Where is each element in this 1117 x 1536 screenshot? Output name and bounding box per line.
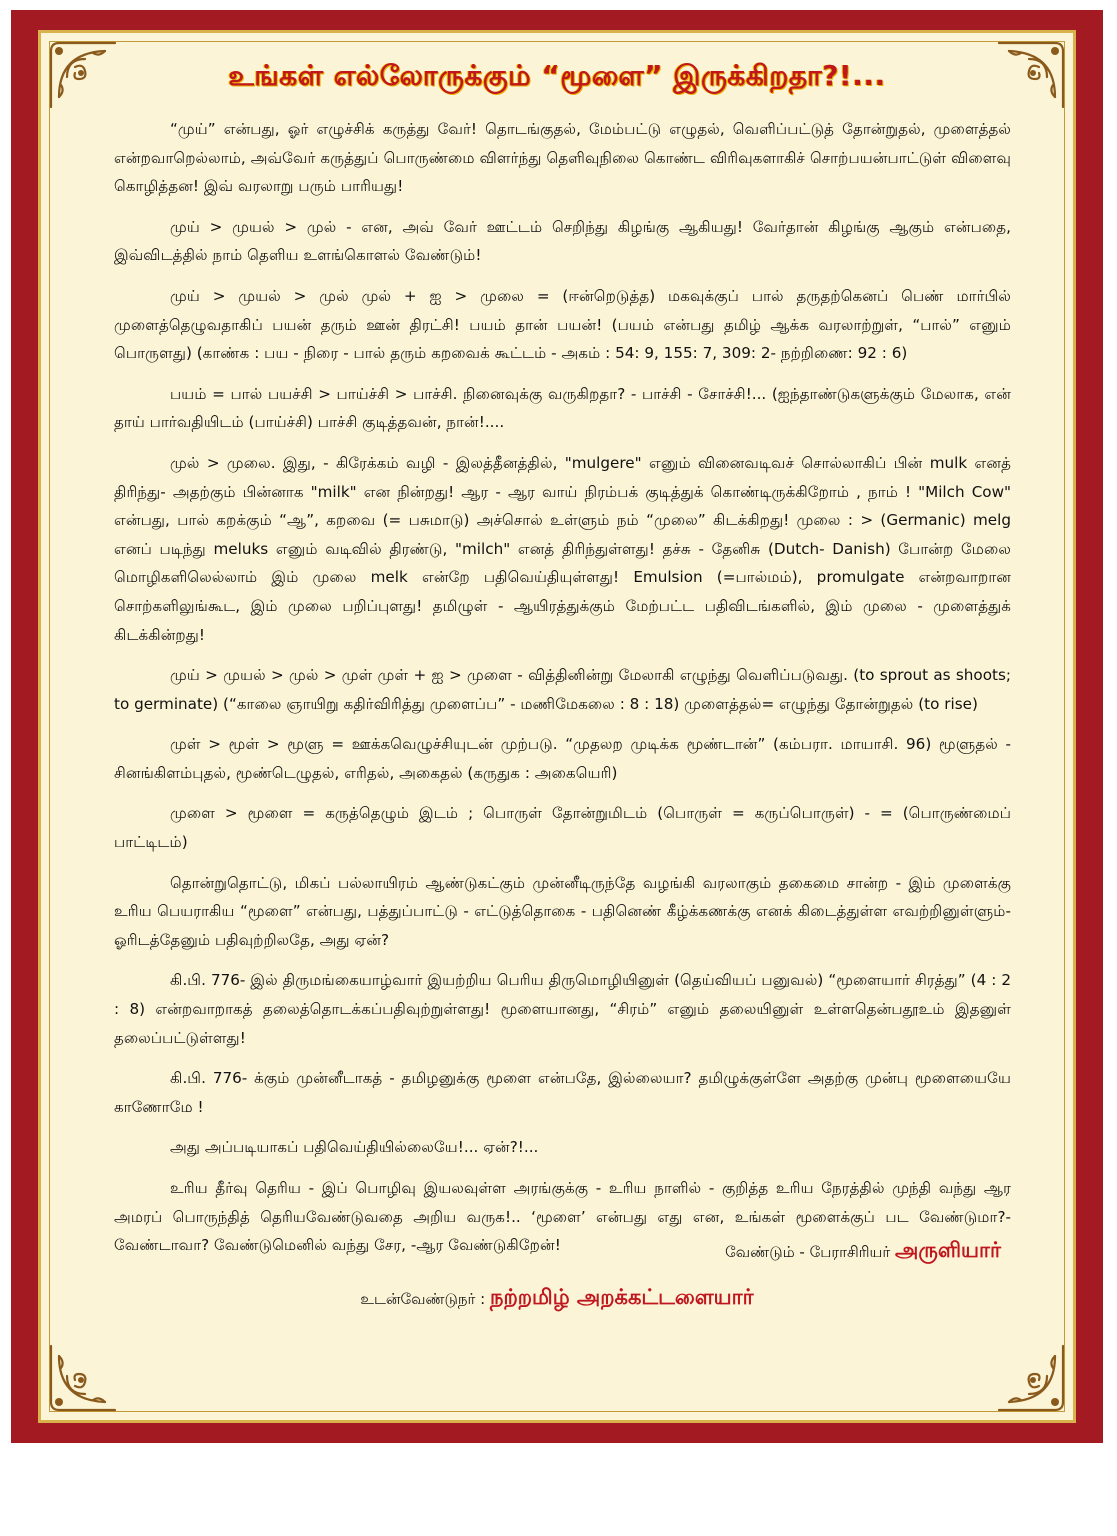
signature [725, 1238, 1001, 1265]
organisation-name: நற்றமிழ் அறக்கட்டளையார் [489, 1285, 754, 1309]
paragraph: முய் > முயல் > முல் > முள் முள் + ஐ > முளை - வித்தினின்று மேலாகி எழுந்து வெளிப்படுவது. (to sprout as shoots; to germinate) (“காலை ஞாயிறு கதிர்விரித்து முளைப்ப” - மணிமேகலை : 8 : 18) முளைத்தல்= எழுந்து தோன்றுதல் (to rise) [114, 666, 1011, 713]
footer [41, 1285, 1073, 1312]
paragraph: முய் > முயல் > முல் - என, அவ் வேர் ஊட்டம் செறிந்து கிழங்கு ஆகியது! வேர்தான் கிழங்கு ஆகும் என்பதை, இவ்விடத்தில் நாம் தெளிய உளங்கொளல் வேண்டும்! [114, 217, 1011, 265]
content-panel [38, 30, 1076, 1423]
paragraph: முய் > முயல் > முல் முல் + ஐ > முலை = (ஈன்றெடுத்த) மகவுக்குப் பால் தருதற்கெனப் பெண் மார்பில் முளைத்தெழுவதாகிப் பயன் தரும் ஊன் திரட்சி! பயம் தான் பயன்! (பயம் என்பது தமிழ் ஆக்க வரலாற்றுள், “பால்” எனும் பொருளது) (காண்க : பய - நிரை - பால் தரும் கறவைக் கூட்டம் - அகம் : 54: 9, 155: 7, 309: 2- நற்றிணை: 92 : 6) [114, 286, 1011, 363]
paragraph: கி.பி. 776- க்கும் முன்னீடாகத் - தமிழனுக்கு மூளை என்பதே, இல்லையா? தமிழுக்குள்ளே அதற்கு முன்பு மூளையையே காணோமே ! [114, 1069, 1011, 1116]
corner-ornament-icon [45, 1342, 119, 1416]
corner-ornament-icon [995, 1342, 1069, 1416]
paragraph: பயம் = பால் பயச்சி > பாய்ச்சி > பாச்சி. நினைவுக்கு வருகிறதா? - பாச்சி - சோச்சி!... (ஐந்தாண்டுகளுக்கும் மேலாக, என் தாய் பார்வதியிடம் (பாய்ச்சி) பாச்சி குடித்தவன், நான்!.... [114, 384, 1011, 432]
paragraph: முள் > மூள் > மூளு = ஊக்கவெழுச்சியுடன் முற்படு. “முதலற முடிக்க மூண்டான்” (கம்பரா. மாயாசி. 96) மூளுதல் - சினங்கிளம்புதல், மூண்டெழுதல், எரிதல், அகைதல் (கருதுக : அகையெரி) [114, 735, 1011, 782]
paragraph: “முய்” என்பது, ஓர் எழுச்சிக் கருத்து வேர்! தொடங்குதல், மேம்பட்டு எழுதல், வெளிப்பட்டுத் தோன்றுதல், முளைத்தல் என்றவாறெல்லாம், அவ்வேர் கருத்துப் பொருண்மை விளர்ந்து தெளிவுநிலை கொண்ட விரிவுகளாகிச் சொற்பயன்பாட்டுள் விளைவு கொழித்தன! இவ் வரலாறு பரும் பாரியது! [114, 120, 1011, 196]
poster-sheet [11, 10, 1103, 1443]
paragraph: அது அப்படியாகப் பதிவெய்தியில்லையே!... ஏன்?!... [170, 1138, 539, 1157]
author-name: அருளியார் [895, 1238, 1001, 1262]
paragraph: உரிய தீர்வு தெரிய - இப் பொழிவு இயலவுள்ள அரங்குக்கு - உரிய நாளில் - குறித்த உரிய நேரத்தில் முந்தி வந்து ஆர அமரப் பொருந்தித் தெரியவேண்டுவதை அறிய வருக!.. ‘மூளை’ என்பது எது என, உங்கள் மூளைக்குப் பட வேண்டுமா?- வேண்டாவா? வேண்டுமெனில் வந்து சேர, -ஆர வேண்டுகிறேன்! [114, 1179, 1011, 1255]
article-body [114, 115, 1011, 1272]
paragraph: முல் > முலை. இது, - கிரேக்கம் வழி - இலத்தீனத்தில், "mulgere" எனும் வினைவடிவச் சொல்லாகிப் பின் mulk எனத் திரிந்து- அதற்கும் பின்னாக "milk" என நின்றது! ஆர - ஆர வாய் நிரம்பக் குடித்துக் கொண்டிருக்கிறோம் , நாம் ! "Milch Cow" என்பது, பால் கறக்கும் “ஆ”, கறவை (= பசுமாடு) அச்சொல் உள்ளும் நம் “முலை” கிடக்கிறது! முலை : > (Germanic) melg எனப் படிந்து meluks எனும் வடிவில் திரண்டு, "milch" எனத் திரிந்துள்ளது! தச்சு - தேனிசு (Dutch- Danish) போன்ற மேலை மொழிகளிலெல்லாம் இம் முலை melk என்றே பதிவெய்தியுள்ளது! Emulsion (=பால்மம்), promulgate என்றவாறான சொற்களிலுங்கூட, இம் முலை பறிப்புளது! தமிழுள் - ஆயிரத்துக்கும் மேற்பட்ட பதிவிடங்களில், இம் முலை - முளைத்துக் கிடக்கின்றது! [114, 453, 1011, 644]
footer-prefix: உடன்வேண்டுநர் : [360, 1290, 490, 1308]
page-title: உங்கள் எல்லோருக்கும் “மூளை” இருக்கிறதா?!... [228, 59, 886, 92]
paragraph: முளை > மூளை = கருத்தெழும் இடம் ; பொருள் தோன்றுமிடம் (பொருள் = கருப்பொருள்) - = (பொருண்மைப் பாட்டிடம்) [114, 804, 1011, 852]
signature-prefix: வேண்டும் - பேராசிரியர் [725, 1243, 896, 1261]
paragraph: தொன்றுதொட்டு, மிகப் பல்லாயிரம் ஆண்டுகட்கும் முன்னீடிருந்தே வழங்கி வரலாகும் தகைமை சான்ற - இம் முளைக்கு உரிய பெயராகிய “மூளை” என்பது, பத்துப்பாட்டு - எட்டுத்தொகை - பதினெண் கீழ்க்கணக்கு எனக் கிடைத்துள்ள எவற்றினுள்ளும்- ஓரிடத்தேனும் பதிவுற்றிலதே, அது ஏன்? [114, 873, 1011, 949]
paragraph: கி.பி. 776- இல் திருமங்கையாழ்வார் இயற்றிய பெரிய திருமொழியினுள் (தெய்வியப் பனுவல்) “மூளையார் சிரத்து” (4 : 2 : 8) என்றவாறாகத் தலைத்தொடக்கப்பதிவுற்றுள்ளது! மூளையானது, “சிரம்” எனும் தலையினுள் உள்ளதென்பதூஉம் இதனுள் தலைப்பட்டுள்ளது! [114, 971, 1011, 1047]
